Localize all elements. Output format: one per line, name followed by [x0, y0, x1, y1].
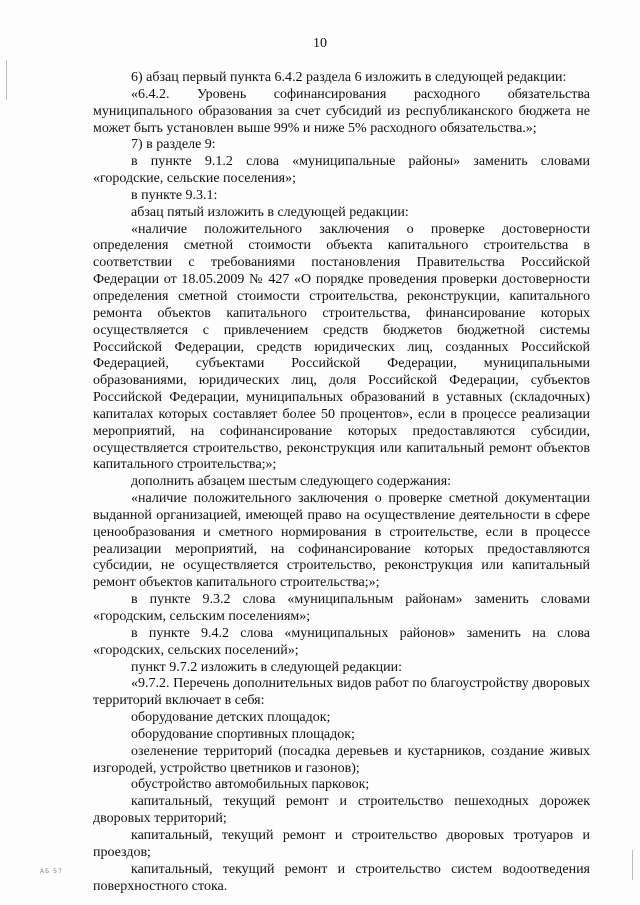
- paragraph: «наличие положительного заключения о проверке сметной документации выданной организацией, имеющей право на осуществление деятельности в сфере ценообразования и сметного нормирования в строительстве, если в процессе реализации мероприятий, на софинансирование которых предоставляются субсидии, не осуществляется строительство, реконструкция или капитальный ремонт объектов капитального строительства;»;: [93, 491, 590, 591]
- paragraph: в пункте 9.3.2 слова «муниципальным районам» заменить словами «городским, сельским поселениям»;: [93, 592, 590, 624]
- paragraph: капитальный, текущий ремонт и строительство пешеходных дорожек дворовых территорий;: [93, 794, 590, 827]
- right-edge-mark: [632, 850, 633, 880]
- paragraph: «9.7.2. Перечень дополнительных видов работ по благоустройству дворовых территорий включает в себя:: [93, 676, 590, 709]
- paragraph: пункт 9.7.2 изложить в следующей редакции:: [131, 659, 402, 675]
- paragraph: «наличие положительного заключения о проверке достоверности определения сметной стоимости объекта капитального строительства в соответствии с требованиями постановления Правительства Российской Федерации от 18.05.2009 № 427 «О порядке проведения проверки достоверности определения сметной стоимости строительства, реконструкции, капитального ремонта объектов капитального строительства, финансирование которых осуществляется с привлечением средств бюджетов бюджетной системы Российской Федерации, средств юридических лиц, созданных Российской Федерацией, субъектами Российской Федерации, муниципальными образованиями, юридических лиц, доля Российской Федерации, субъектов Российской Федерации, муниципальных образований в уставных (складочных) капиталах которых составляет более 50 процентов», если в процессе реализации мероприятий, на софинансирование которых предоставляются субсидии, осуществляется строительство, реконструкция или капитальный ремонт объектов капитального строительства;»;: [93, 221, 590, 473]
- paragraph: «6.4.2. Уровень софинансирования расходного обязательства муниципального образования за счет субсидий из республиканского бюджета не может быть установлен выше 99% и ниже 5% расходного обязательства.»;: [93, 86, 590, 136]
- paragraph: оборудование спортивных площадок;: [131, 726, 355, 742]
- paragraph: в пункте 9.4.2 слова «муниципальных районов» заменить на слова «городских, сельских поселений»;: [93, 625, 590, 658]
- paragraph: абзац пятый изложить в следующей редакции:: [131, 204, 409, 220]
- paragraph: оборудование детских площадок;: [131, 710, 331, 726]
- paragraph: обустройство автомобильных парковок;: [131, 777, 370, 793]
- paragraph: озеленение территорий (посадка деревьев и кустарников, создание живых изгородей, устройство цветников и газонов);: [93, 743, 590, 776]
- paragraph: капитальный, текущий ремонт и строительство систем водоотведения поверхностного стока.: [93, 861, 590, 894]
- left-edge-mark: [6, 60, 7, 100]
- page-number: 10: [313, 36, 327, 51]
- paragraph: дополнить абзацем шестым следующего содержания:: [131, 474, 452, 490]
- paragraph: в пункте 9.3.1:: [131, 187, 218, 203]
- paragraph: 6) абзац первый пункта 6.4.2 раздела 6 изложить в следующей редакции:: [131, 70, 567, 85]
- scan-mark: АБ 57: [40, 868, 63, 875]
- paragraph: капитальный, текущий ремонт и строительство дворовых тротуаров и проездов;: [93, 827, 590, 860]
- paragraph: 7) в разделе 9:: [131, 137, 216, 153]
- document-body: [93, 70, 590, 895]
- paragraph: в пункте 9.1.2 слова «муниципальные районы» заменить словами «городские, сельские поселения»;: [93, 154, 590, 187]
